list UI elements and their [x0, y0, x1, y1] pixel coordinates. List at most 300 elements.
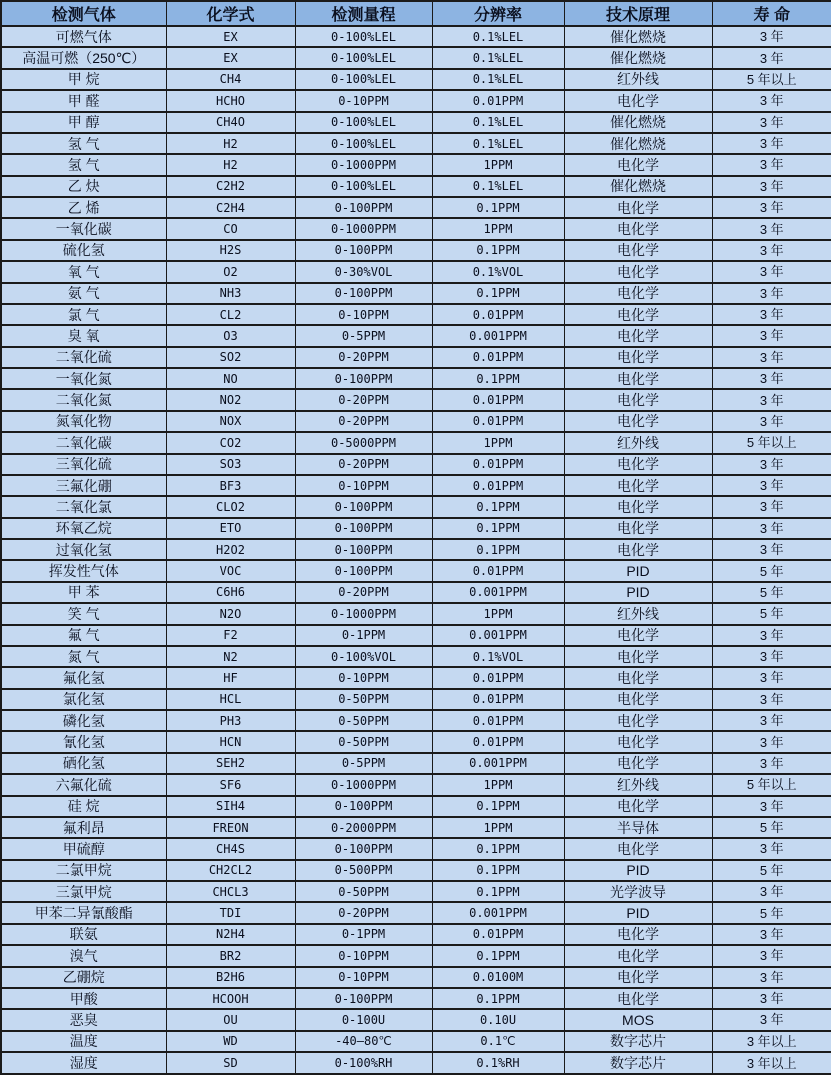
cell-lifespan: 3 年 — [712, 454, 831, 475]
cell-formula: SO2 — [166, 347, 295, 368]
cell-gas: 臭 氧 — [1, 325, 166, 346]
cell-lifespan: 3 年 — [712, 689, 831, 710]
table-row — [1, 539, 831, 560]
cell-gas: 甲苯二异氰酸酯 — [1, 902, 166, 923]
cell-lifespan: 3 年 — [712, 731, 831, 752]
cell-principle: 电化学 — [564, 454, 712, 475]
cell-formula: N2O — [166, 603, 295, 624]
cell-formula: SEH2 — [166, 753, 295, 774]
cell-principle: 电化学 — [564, 924, 712, 945]
cell-lifespan: 3 年 — [712, 283, 831, 304]
cell-range: 0-5PPM — [295, 325, 432, 346]
cell-principle: PID — [564, 582, 712, 603]
cell-gas: 可燃气体 — [1, 26, 166, 47]
table-row — [1, 411, 831, 432]
cell-resolution: 0.1%VOL — [432, 261, 564, 282]
cell-formula: H2 — [166, 154, 295, 175]
cell-resolution: 0.1℃ — [432, 1031, 564, 1052]
table-row — [1, 368, 831, 389]
table-row — [1, 667, 831, 688]
cell-resolution: 1PPM — [432, 218, 564, 239]
cell-formula: SIH4 — [166, 796, 295, 817]
cell-range: 0-20PPM — [295, 582, 432, 603]
cell-resolution: 0.001PPM — [432, 902, 564, 923]
cell-gas: 高温可燃（250℃） — [1, 47, 166, 68]
cell-formula: NO2 — [166, 389, 295, 410]
cell-formula: BF3 — [166, 475, 295, 496]
cell-resolution: 0.0100M — [432, 967, 564, 988]
cell-gas: 联氨 — [1, 924, 166, 945]
cell-formula: HF — [166, 667, 295, 688]
cell-lifespan: 3 年 — [712, 518, 831, 539]
cell-lifespan: 3 年 — [712, 261, 831, 282]
cell-gas: 一氧化氮 — [1, 368, 166, 389]
cell-resolution: 0.1PPM — [432, 988, 564, 1009]
table-row — [1, 475, 831, 496]
cell-gas: 硅 烷 — [1, 796, 166, 817]
cell-range: 0-1PPM — [295, 625, 432, 646]
cell-principle: 催化燃烧 — [564, 112, 712, 133]
cell-principle: 电化学 — [564, 304, 712, 325]
cell-formula: B2H6 — [166, 967, 295, 988]
cell-lifespan: 3 年以上 — [712, 1031, 831, 1052]
cell-gas: 三氟化硼 — [1, 475, 166, 496]
cell-gas: 乙 烯 — [1, 197, 166, 218]
cell-lifespan: 3 年 — [712, 304, 831, 325]
cell-resolution: 0.1PPM — [432, 945, 564, 966]
cell-lifespan: 3 年 — [712, 967, 831, 988]
cell-principle: 数字芯片 — [564, 1031, 712, 1052]
cell-lifespan: 3 年 — [712, 753, 831, 774]
cell-formula: OU — [166, 1009, 295, 1030]
cell-range: 0-20PPM — [295, 454, 432, 475]
cell-principle: 电化学 — [564, 646, 712, 667]
cell-principle: 电化学 — [564, 496, 712, 517]
table-row — [1, 69, 831, 90]
cell-gas: 氮 气 — [1, 646, 166, 667]
cell-gas: 溴气 — [1, 945, 166, 966]
cell-principle: 电化学 — [564, 710, 712, 731]
header-cell-resolution: 分辨率 — [432, 1, 564, 26]
cell-resolution: 0.1%VOL — [432, 646, 564, 667]
cell-formula: C2H2 — [166, 176, 295, 197]
cell-resolution: 0.01PPM — [432, 411, 564, 432]
cell-range: 0-1000PPM — [295, 218, 432, 239]
cell-range: 0-20PPM — [295, 389, 432, 410]
cell-principle: 电化学 — [564, 945, 712, 966]
cell-principle: 红外线 — [564, 603, 712, 624]
cell-principle: 电化学 — [564, 261, 712, 282]
cell-lifespan: 3 年 — [712, 90, 831, 111]
cell-formula: WD — [166, 1031, 295, 1052]
cell-formula: EX — [166, 47, 295, 68]
cell-resolution: 0.1PPM — [432, 796, 564, 817]
cell-resolution: 1PPM — [432, 774, 564, 795]
cell-resolution: 0.1PPM — [432, 838, 564, 859]
table-row — [1, 496, 831, 517]
cell-resolution: 1PPM — [432, 603, 564, 624]
cell-gas: 氯化氢 — [1, 689, 166, 710]
cell-gas: 二氯甲烷 — [1, 860, 166, 881]
cell-formula: SO3 — [166, 454, 295, 475]
table-row — [1, 967, 831, 988]
cell-lifespan: 3 年 — [712, 218, 831, 239]
cell-formula: CH2CL2 — [166, 860, 295, 881]
table-row — [1, 1031, 831, 1052]
cell-lifespan: 3 年 — [712, 112, 831, 133]
cell-range: 0-100PPM — [295, 988, 432, 1009]
cell-formula: O3 — [166, 325, 295, 346]
cell-range: 0-10PPM — [295, 945, 432, 966]
table-row — [1, 347, 831, 368]
cell-formula: TDI — [166, 902, 295, 923]
cell-range: 0-100PPM — [295, 197, 432, 218]
header-cell-principle: 技术原理 — [564, 1, 712, 26]
cell-resolution: 0.1PPM — [432, 368, 564, 389]
cell-formula: H2S — [166, 240, 295, 261]
cell-range: 0-100%LEL — [295, 112, 432, 133]
table-row — [1, 283, 831, 304]
cell-range: 0-100PPM — [295, 518, 432, 539]
cell-principle: 催化燃烧 — [564, 133, 712, 154]
cell-range: 0-100PPM — [295, 796, 432, 817]
cell-resolution: 0.1%LEL — [432, 69, 564, 90]
cell-gas: 过氧化氢 — [1, 539, 166, 560]
table-row — [1, 625, 831, 646]
table-row — [1, 90, 831, 111]
table-row — [1, 197, 831, 218]
cell-gas: 硫化氢 — [1, 240, 166, 261]
cell-lifespan: 3 年 — [712, 625, 831, 646]
table-row — [1, 240, 831, 261]
cell-resolution: 0.1PPM — [432, 881, 564, 902]
cell-range: 0-2000PPM — [295, 817, 432, 838]
cell-gas: 湿度 — [1, 1052, 166, 1074]
cell-lifespan: 3 年 — [712, 924, 831, 945]
cell-lifespan: 5 年以上 — [712, 774, 831, 795]
cell-formula: CL2 — [166, 304, 295, 325]
cell-formula: HCN — [166, 731, 295, 752]
cell-resolution: 0.01PPM — [432, 710, 564, 731]
header-cell-range: 检测量程 — [295, 1, 432, 26]
table-row — [1, 325, 831, 346]
cell-principle: 电化学 — [564, 368, 712, 389]
cell-lifespan: 3 年 — [712, 26, 831, 47]
table-row — [1, 261, 831, 282]
cell-resolution: 0.01PPM — [432, 924, 564, 945]
cell-range: 0-100%LEL — [295, 69, 432, 90]
cell-gas: 乙硼烷 — [1, 967, 166, 988]
table-row — [1, 902, 831, 923]
cell-formula: HCOOH — [166, 988, 295, 1009]
table-row — [1, 133, 831, 154]
cell-range: 0-100PPM — [295, 283, 432, 304]
table-row — [1, 112, 831, 133]
cell-principle: 电化学 — [564, 389, 712, 410]
cell-range: 0-20PPM — [295, 347, 432, 368]
cell-gas: 温度 — [1, 1031, 166, 1052]
cell-range: 0-100%LEL — [295, 176, 432, 197]
table-body — [1, 26, 831, 1074]
cell-resolution: 0.001PPM — [432, 325, 564, 346]
table-row — [1, 710, 831, 731]
cell-principle: 电化学 — [564, 283, 712, 304]
cell-principle: 催化燃烧 — [564, 47, 712, 68]
cell-range: 0-5000PPM — [295, 432, 432, 453]
cell-gas: 甲硫醇 — [1, 838, 166, 859]
cell-formula: BR2 — [166, 945, 295, 966]
cell-formula: CHCL3 — [166, 881, 295, 902]
cell-range: 0-100PPM — [295, 368, 432, 389]
cell-formula: CH4 — [166, 69, 295, 90]
table-row — [1, 176, 831, 197]
cell-principle: 电化学 — [564, 240, 712, 261]
cell-gas: 磷化氢 — [1, 710, 166, 731]
table-row — [1, 774, 831, 795]
cell-lifespan: 3 年 — [712, 796, 831, 817]
cell-gas: 甲 烷 — [1, 69, 166, 90]
cell-formula: CO2 — [166, 432, 295, 453]
cell-formula: VOC — [166, 560, 295, 581]
cell-resolution: 0.1PPM — [432, 496, 564, 517]
cell-range: 0-100PPM — [295, 539, 432, 560]
cell-gas: 氮氧化物 — [1, 411, 166, 432]
table-row — [1, 560, 831, 581]
cell-gas: 甲 醛 — [1, 90, 166, 111]
cell-principle: 电化学 — [564, 411, 712, 432]
cell-gas: 氧 气 — [1, 261, 166, 282]
cell-range: 0-1000PPM — [295, 774, 432, 795]
cell-range: 0-20PPM — [295, 411, 432, 432]
cell-resolution: 0.1%LEL — [432, 176, 564, 197]
cell-lifespan: 5 年以上 — [712, 432, 831, 453]
cell-range: 0-100%RH — [295, 1052, 432, 1074]
cell-principle: 电化学 — [564, 967, 712, 988]
cell-gas: 二氧化氮 — [1, 389, 166, 410]
cell-lifespan: 5 年 — [712, 902, 831, 923]
cell-principle: 电化学 — [564, 197, 712, 218]
table-row — [1, 432, 831, 453]
cell-resolution: 0.01PPM — [432, 560, 564, 581]
cell-range: 0-5PPM — [295, 753, 432, 774]
cell-range: 0-10PPM — [295, 304, 432, 325]
cell-range: 0-1000PPM — [295, 603, 432, 624]
table-row — [1, 838, 831, 859]
cell-lifespan: 3 年 — [712, 496, 831, 517]
cell-gas: 笑 气 — [1, 603, 166, 624]
cell-formula: HCHO — [166, 90, 295, 111]
cell-principle: 电化学 — [564, 988, 712, 1009]
cell-gas: 六氟化硫 — [1, 774, 166, 795]
cell-range: 0-100PPM — [295, 240, 432, 261]
cell-lifespan: 3 年 — [712, 47, 831, 68]
cell-range: 0-10PPM — [295, 667, 432, 688]
cell-principle: 数字芯片 — [564, 1052, 712, 1074]
cell-principle: PID — [564, 902, 712, 923]
cell-formula: HCL — [166, 689, 295, 710]
cell-range: 0-10PPM — [295, 90, 432, 111]
cell-gas: 硒化氢 — [1, 753, 166, 774]
table-row — [1, 1052, 831, 1074]
header-cell-lifespan: 寿 命 — [712, 1, 831, 26]
cell-range: 0-100PPM — [295, 496, 432, 517]
cell-principle: 电化学 — [564, 625, 712, 646]
cell-lifespan: 3 年以上 — [712, 1052, 831, 1074]
cell-resolution: 0.001PPM — [432, 582, 564, 603]
cell-principle: 红外线 — [564, 69, 712, 90]
table-row — [1, 582, 831, 603]
cell-range: 0-50PPM — [295, 689, 432, 710]
header-cell-gas: 检测气体 — [1, 1, 166, 26]
cell-formula: SF6 — [166, 774, 295, 795]
cell-resolution: 0.01PPM — [432, 475, 564, 496]
cell-gas: 环氧乙烷 — [1, 518, 166, 539]
cell-gas: 挥发性气体 — [1, 560, 166, 581]
table-row — [1, 988, 831, 1009]
cell-range: 0-1000PPM — [295, 154, 432, 175]
cell-principle: 电化学 — [564, 689, 712, 710]
cell-principle: 催化燃烧 — [564, 176, 712, 197]
table-row — [1, 603, 831, 624]
cell-lifespan: 3 年 — [712, 411, 831, 432]
cell-range: 0-100%VOL — [295, 646, 432, 667]
cell-lifespan: 5 年 — [712, 603, 831, 624]
cell-range: -40—80℃ — [295, 1031, 432, 1052]
table-row — [1, 389, 831, 410]
cell-gas: 甲 醇 — [1, 112, 166, 133]
cell-principle: 电化学 — [564, 667, 712, 688]
table-row — [1, 26, 831, 47]
cell-gas: 氯 气 — [1, 304, 166, 325]
cell-resolution: 1PPM — [432, 154, 564, 175]
cell-lifespan: 3 年 — [712, 710, 831, 731]
cell-range: 0-50PPM — [295, 710, 432, 731]
cell-lifespan: 3 年 — [712, 389, 831, 410]
cell-resolution: 0.01PPM — [432, 304, 564, 325]
cell-range: 0-1PPM — [295, 924, 432, 945]
cell-resolution: 0.1%RH — [432, 1052, 564, 1074]
cell-range: 0-100PPM — [295, 560, 432, 581]
table-row — [1, 731, 831, 752]
cell-resolution: 0.001PPM — [432, 625, 564, 646]
cell-resolution: 0.001PPM — [432, 753, 564, 774]
cell-resolution: 0.01PPM — [432, 689, 564, 710]
cell-formula: NOX — [166, 411, 295, 432]
table-row — [1, 518, 831, 539]
cell-gas: 甲酸 — [1, 988, 166, 1009]
cell-resolution: 0.01PPM — [432, 454, 564, 475]
cell-range: 0-100%LEL — [295, 133, 432, 154]
cell-gas: 甲 苯 — [1, 582, 166, 603]
cell-formula: N2 — [166, 646, 295, 667]
cell-formula: CH4S — [166, 838, 295, 859]
cell-gas: 三氯甲烷 — [1, 881, 166, 902]
cell-resolution: 0.01PPM — [432, 389, 564, 410]
cell-gas: 氟利昂 — [1, 817, 166, 838]
cell-lifespan: 3 年 — [712, 240, 831, 261]
cell-resolution: 0.1%LEL — [432, 133, 564, 154]
cell-formula: FREON — [166, 817, 295, 838]
cell-principle: 电化学 — [564, 539, 712, 560]
cell-resolution: 0.1%LEL — [432, 47, 564, 68]
cell-principle: 电化学 — [564, 325, 712, 346]
cell-principle: 电化学 — [564, 218, 712, 239]
cell-resolution: 0.1PPM — [432, 860, 564, 881]
cell-principle: PID — [564, 860, 712, 881]
cell-range: 0-500PPM — [295, 860, 432, 881]
cell-formula: C2H4 — [166, 197, 295, 218]
table-row — [1, 924, 831, 945]
cell-formula: CLO2 — [166, 496, 295, 517]
cell-principle: 电化学 — [564, 90, 712, 111]
cell-lifespan: 5 年 — [712, 860, 831, 881]
cell-lifespan: 3 年 — [712, 1009, 831, 1030]
cell-principle: 催化燃烧 — [564, 26, 712, 47]
cell-formula: NO — [166, 368, 295, 389]
table-row — [1, 945, 831, 966]
cell-gas: 氟 气 — [1, 625, 166, 646]
cell-resolution: 0.01PPM — [432, 667, 564, 688]
cell-principle: 光学波导 — [564, 881, 712, 902]
table-row — [1, 817, 831, 838]
cell-gas: 氢 气 — [1, 133, 166, 154]
cell-principle: PID — [564, 560, 712, 581]
cell-principle: 电化学 — [564, 347, 712, 368]
cell-principle: 电化学 — [564, 154, 712, 175]
cell-gas: 乙 炔 — [1, 176, 166, 197]
cell-principle: 电化学 — [564, 475, 712, 496]
cell-lifespan: 3 年 — [712, 881, 831, 902]
cell-gas: 恶臭 — [1, 1009, 166, 1030]
cell-formula: PH3 — [166, 710, 295, 731]
cell-lifespan: 3 年 — [712, 368, 831, 389]
cell-lifespan: 3 年 — [712, 667, 831, 688]
cell-range: 0-20PPM — [295, 902, 432, 923]
table-row — [1, 689, 831, 710]
cell-principle: 红外线 — [564, 432, 712, 453]
cell-lifespan: 3 年 — [712, 176, 831, 197]
cell-lifespan: 3 年 — [712, 646, 831, 667]
cell-gas: 氟化氢 — [1, 667, 166, 688]
cell-gas: 二氧化碳 — [1, 432, 166, 453]
table-row — [1, 47, 831, 68]
cell-range: 0-50PPM — [295, 881, 432, 902]
cell-lifespan: 3 年 — [712, 475, 831, 496]
cell-lifespan: 5 年 — [712, 817, 831, 838]
cell-lifespan: 5 年以上 — [712, 69, 831, 90]
cell-range: 0-100PPM — [295, 838, 432, 859]
cell-formula: N2H4 — [166, 924, 295, 945]
cell-gas: 三氧化硫 — [1, 454, 166, 475]
cell-resolution: 0.01PPM — [432, 731, 564, 752]
table-row — [1, 1009, 831, 1030]
cell-formula: ETO — [166, 518, 295, 539]
cell-principle: 电化学 — [564, 796, 712, 817]
cell-lifespan: 5 年 — [712, 560, 831, 581]
cell-principle: 电化学 — [564, 753, 712, 774]
cell-resolution: 0.1PPM — [432, 283, 564, 304]
table-row — [1, 304, 831, 325]
cell-range: 0-100%LEL — [295, 26, 432, 47]
cell-lifespan: 3 年 — [712, 154, 831, 175]
table-row — [1, 218, 831, 239]
cell-range: 0-50PPM — [295, 731, 432, 752]
table-header — [1, 1, 831, 26]
header-cell-formula: 化学式 — [166, 1, 295, 26]
cell-resolution: 1PPM — [432, 817, 564, 838]
cell-resolution: 0.1PPM — [432, 539, 564, 560]
cell-resolution: 0.1PPM — [432, 518, 564, 539]
